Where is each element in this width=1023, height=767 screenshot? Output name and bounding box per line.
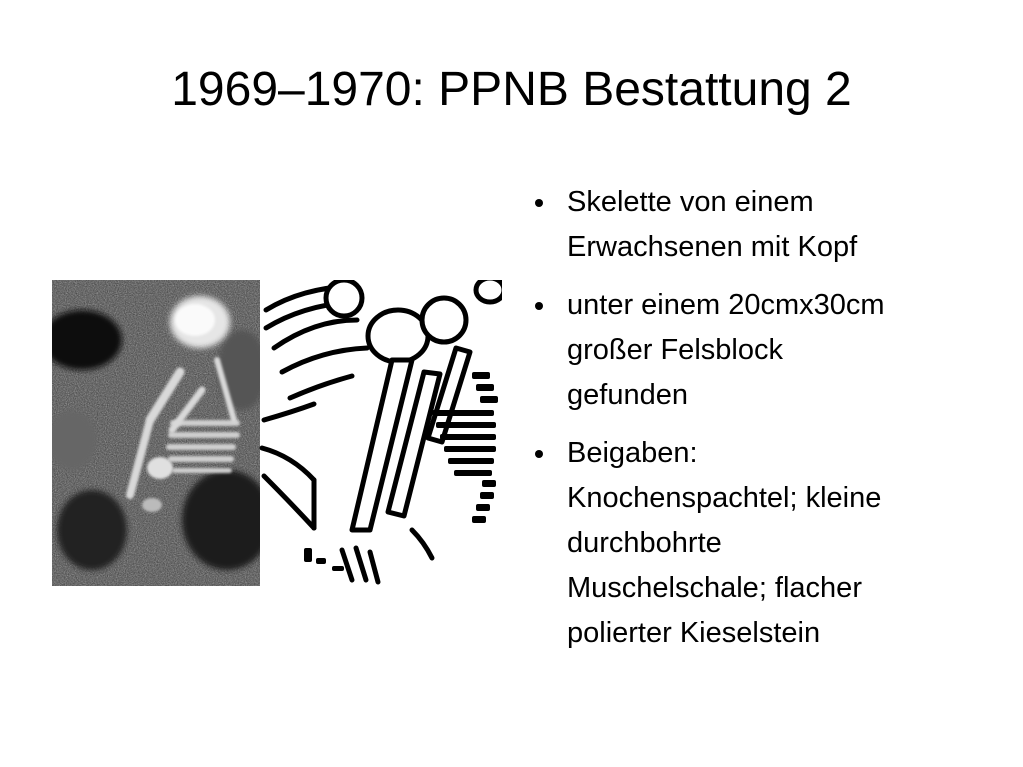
- bullet-line: polierter Kieselstein: [567, 617, 821, 649]
- bullet-dot-icon: [535, 450, 543, 458]
- bullet-dot-icon: [535, 199, 543, 207]
- bullet-line: Beigaben:: [567, 437, 698, 469]
- bullet-dot-icon: [535, 302, 543, 310]
- bullet-line: Erwachsenen mit Kopf: [567, 231, 858, 263]
- burial-figure: [52, 280, 502, 586]
- burial-photo: [52, 280, 272, 586]
- bullet-line: Muschelschale; flacher: [567, 572, 862, 604]
- bullet-item: [530, 431, 1000, 656]
- bullet-line: Knochenspachtel; kleine: [567, 482, 882, 514]
- skeleton-line-drawing: [260, 280, 502, 586]
- bullet-line: Skelette von einem: [567, 186, 814, 218]
- bullet-item: [530, 283, 1000, 418]
- bullet-line: durchbohrte: [567, 527, 722, 559]
- bullet-line: großer Felsblock: [567, 334, 783, 366]
- bullet-line: unter einem 20cmx30cm: [567, 289, 885, 321]
- bullet-list: [530, 180, 1000, 669]
- bullet-line: gefunden: [567, 379, 688, 411]
- bullet-item: [530, 180, 1000, 270]
- slide-title: 1969–1970: PPNB Bestattung 2: [171, 63, 852, 116]
